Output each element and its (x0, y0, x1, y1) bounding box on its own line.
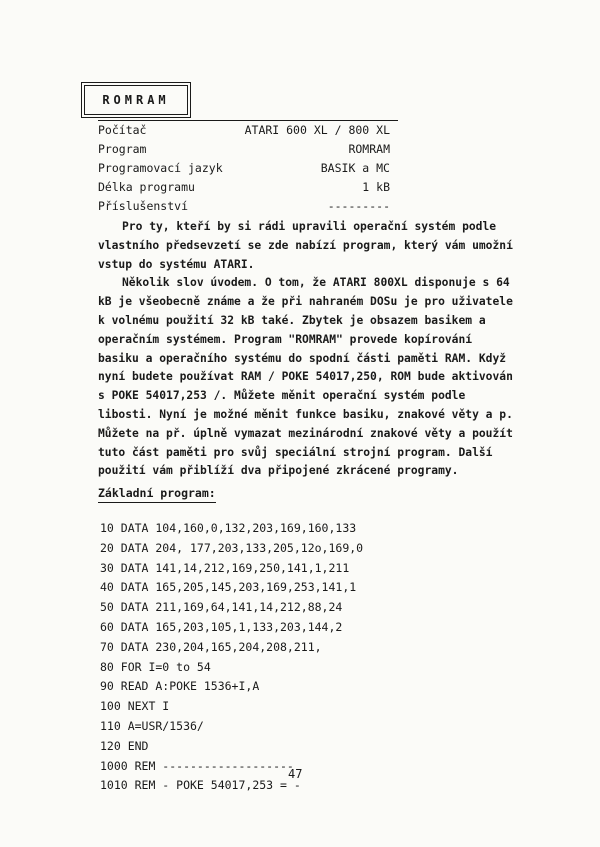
program-title-box (84, 85, 188, 115)
info-value: ROMRAM (348, 142, 390, 156)
program-title: ROMRAM (102, 93, 170, 107)
code-line: 90 READ A:POKE 1536+I,A (100, 679, 260, 694)
info-label: Počítač (98, 123, 147, 137)
program-info-table (98, 120, 398, 216)
info-value: ATARI 600 XL / 800 XL (244, 123, 390, 137)
code-line: 40 DATA 165,205,145,203,169,253,141,1 (100, 580, 357, 595)
info-row-accessories (98, 197, 398, 216)
code-line: 70 DATA 230,204,165,204,208,211, (100, 639, 322, 654)
info-value: 1 kB (362, 180, 390, 194)
code-line: 110 A=USR/1536/ (100, 718, 204, 733)
info-label: Programovací jazyk (98, 161, 223, 175)
info-value: --------- (327, 199, 390, 213)
page-number: 47 (288, 767, 303, 781)
article-text (98, 218, 518, 481)
info-label: Délka programu (98, 180, 195, 194)
code-line: 30 DATA 141,14,212,169,250,141,1,211 (100, 560, 350, 575)
paragraph-body: Několik slov úvodem. O tom, že ATARI 800XL disponuje s 64 kB je všeobecně známe a že při nahraném DOSu je pro uživatele k volnému použití 32 kB také. Zbytek je obsazem basikem a operačním systémem. Program "ROMRAM" provede kopírování basiku a operačního systému do spodní části paměti RAM. Když nyní budete používat RAM / POKE 54017,250, ROM bude aktivován s POKE 54017,253 /. Můžete měnit operační systém podle libosti. Nyní je možné měnit funkce basiku, znakové věty a p. Můžete na př. úplně vymazat mezinárodní znakové věty a použít tuto část paměti pro svůj speciální strojní program. Další použití vám přiblíží dva připojené zkrácené programy. (98, 276, 513, 478)
code-line: 80 FOR I=0 to 54 (100, 659, 211, 674)
code-line: 100 NEXT I (100, 699, 170, 714)
code-line: 1010 REM - POKE 54017,253 = - (100, 778, 301, 793)
info-label: Program (98, 142, 147, 156)
paragraph-intro: Pro ty, kteří by si rádi upravili operační systém podle vlastního předsevzetí se zde nabízí program, který vám umožní vstup do systému ATARI. (98, 220, 513, 271)
code-line: 50 DATA 211,169,64,141,14,212,88,24 (100, 600, 343, 615)
code-line: 20 DATA 204, 177,203,133,205,12o,169,0 (100, 540, 364, 555)
code-line: 60 DATA 165,203,105,1,133,203,144,2 (100, 619, 343, 634)
info-row-program (98, 140, 398, 159)
info-label: Příslušenství (98, 199, 189, 213)
code-line: 10 DATA 104,160,0,132,203,169,160,133 (100, 521, 357, 535)
info-row-computer (98, 120, 398, 140)
basic-listing (100, 519, 500, 796)
info-row-length (98, 178, 398, 197)
code-line: 1000 REM ------------------- (100, 758, 294, 773)
basic-program-heading: Základní program: (98, 484, 216, 503)
info-row-language (98, 159, 398, 178)
code-line: 120 END (100, 738, 149, 753)
info-value: BASIK a MC (320, 161, 390, 175)
